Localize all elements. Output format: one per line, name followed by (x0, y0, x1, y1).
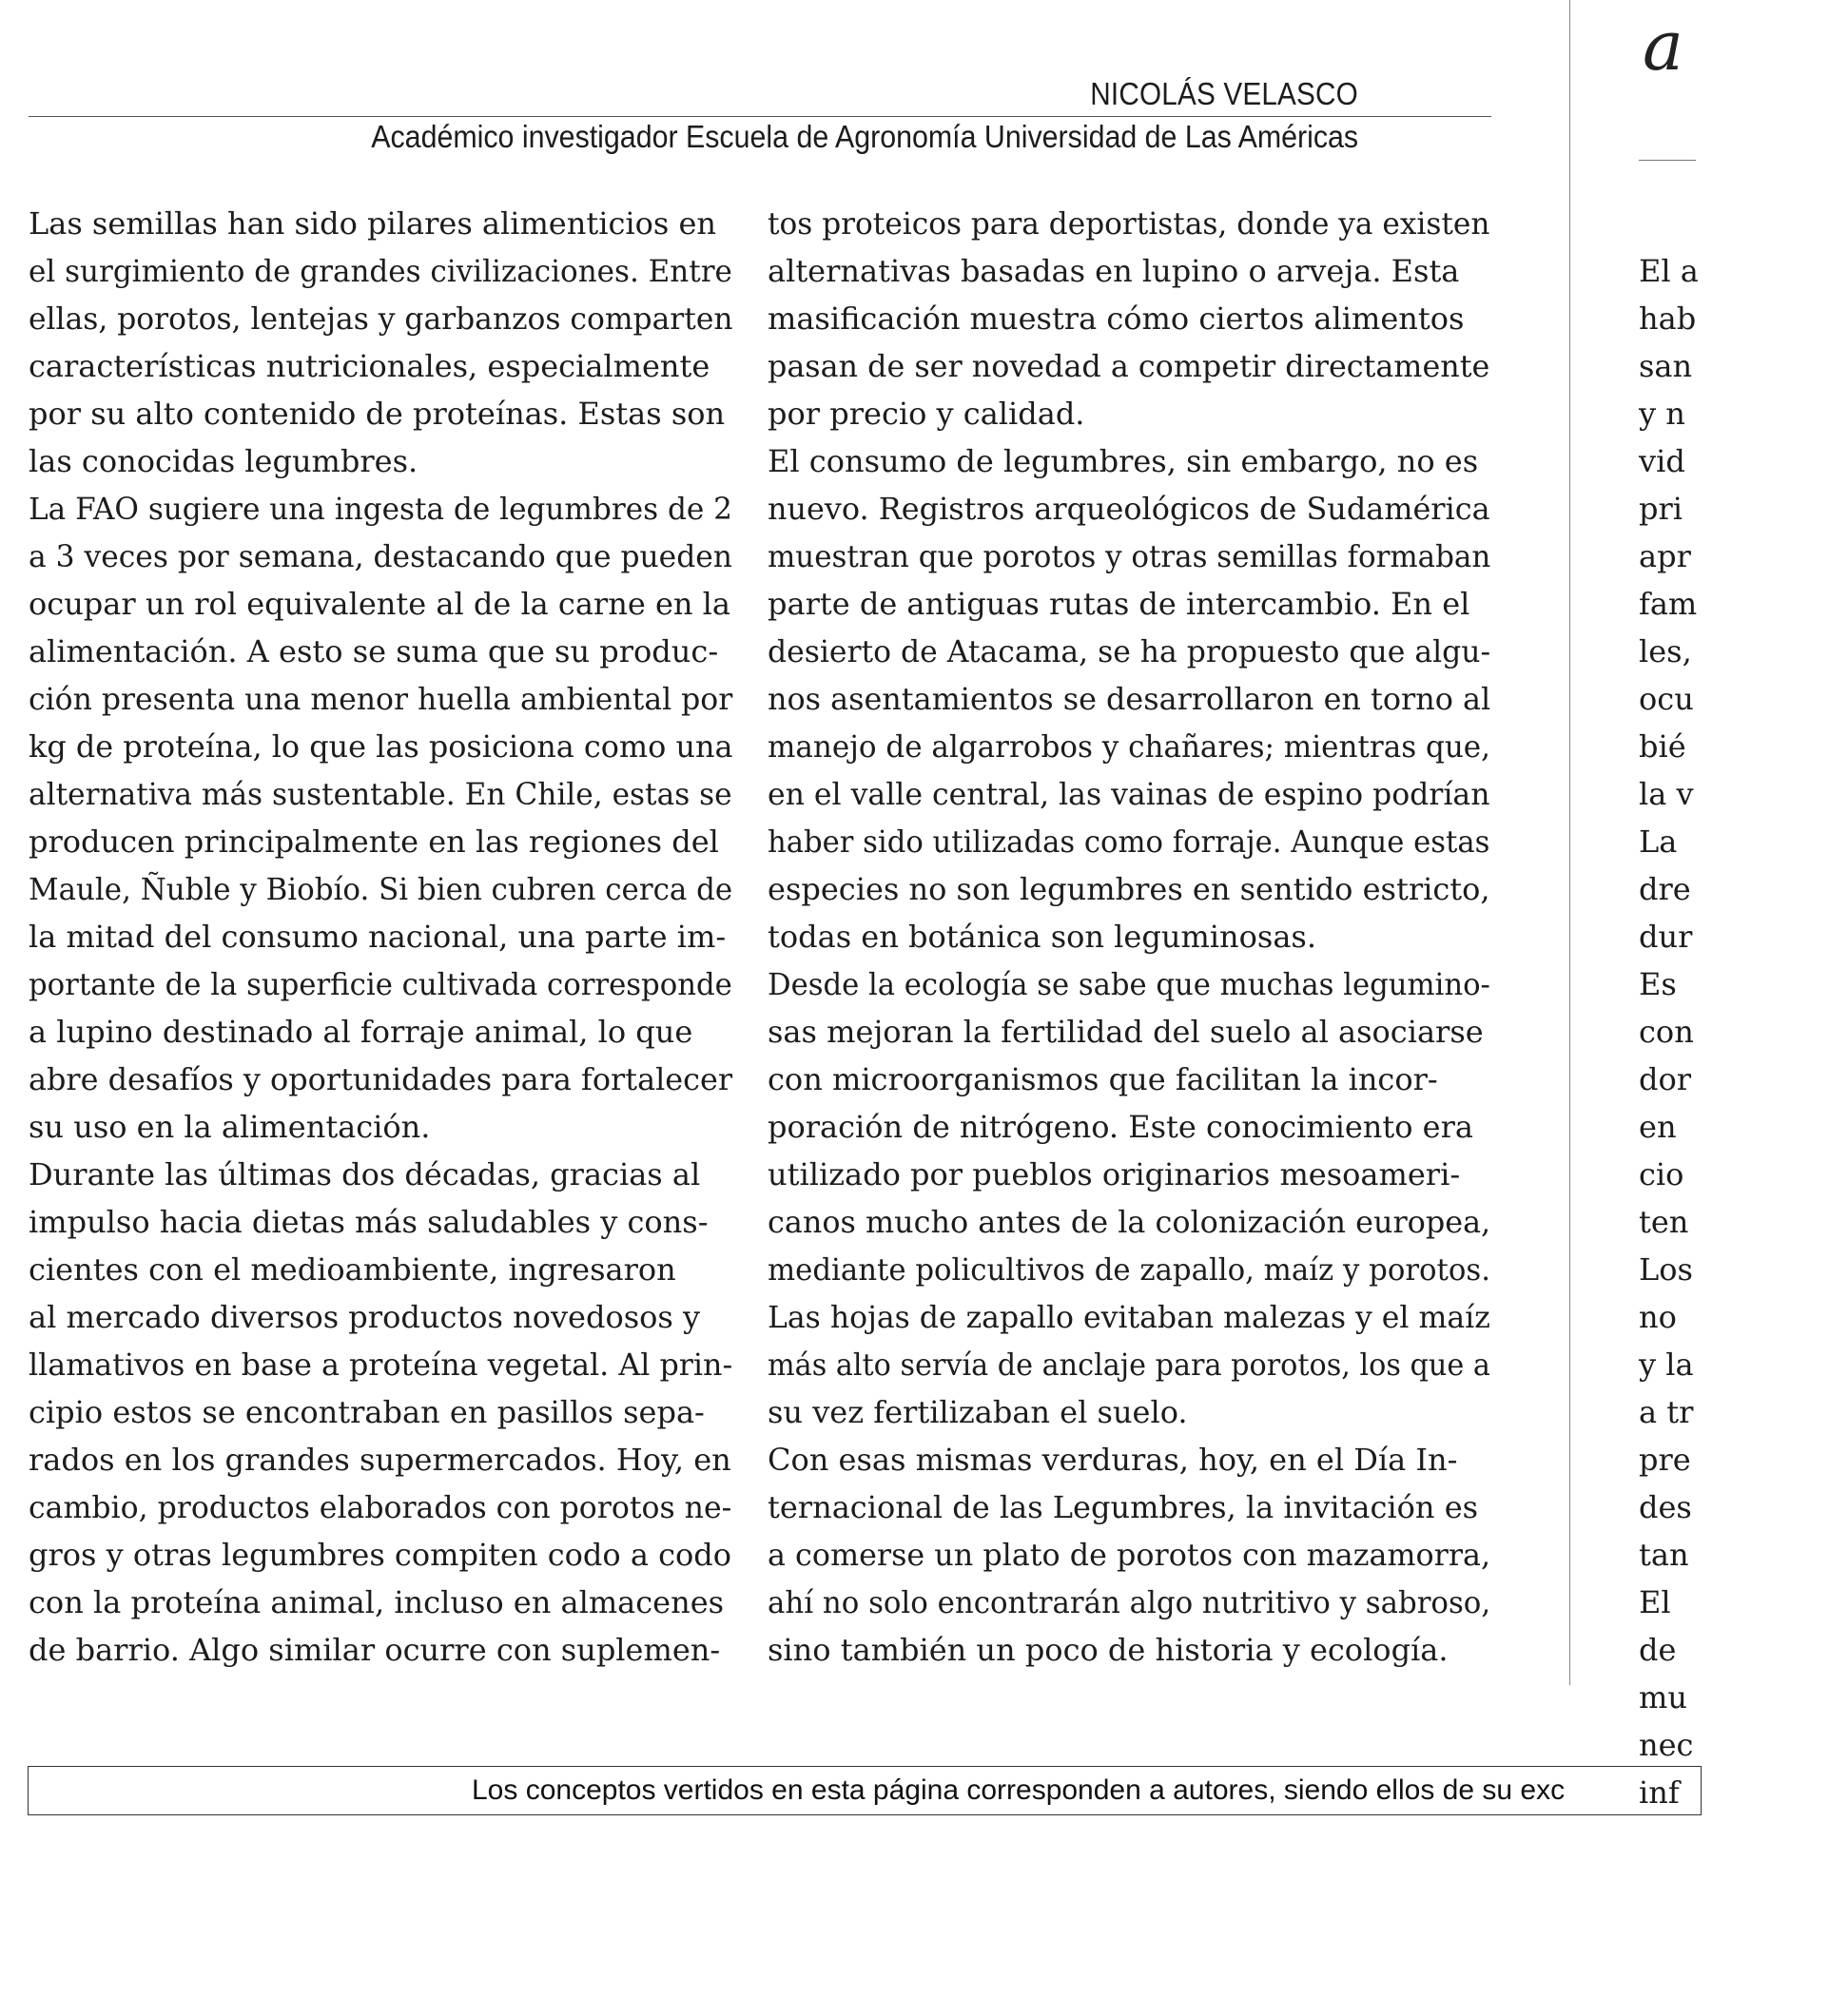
headline-fragment (476, 0, 761, 10)
article-line: nos asentamientos se desarrollaron en torno al (768, 681, 1491, 717)
article-line: utilizado por pueblos originarios mesoameri- (768, 1156, 1461, 1192)
article-line: La (1639, 824, 1678, 860)
article-line: Desde la ecología se sabe que muchas legumino- (768, 966, 1490, 1002)
article-line: tan (1639, 1537, 1689, 1573)
author-name: NICOLÁS VELASCO (1090, 76, 1358, 111)
adjacent-article-column (1639, 200, 1829, 1816)
article-line: alternativas basadas en lupino o arveja. Esta (768, 253, 1460, 289)
adjacent-article-heading-fragment: a (1643, 6, 1683, 86)
article-line: ternacional de las Legumbres, la invitación es (768, 1489, 1479, 1525)
article-line: ocupar un rol equivalente al de la carne en la (29, 586, 730, 622)
article-line: alimentación. A esto se suma que su produc- (29, 633, 719, 669)
article-line: mediante policultivos de zapallo, maíz y porotos. (768, 1251, 1490, 1288)
article-line: vid (1639, 443, 1685, 479)
article-line: mu (1639, 1679, 1687, 1716)
article-line: especies no son legumbres en sentido estricto, (768, 871, 1490, 907)
article-line: cipio estos se encontraban en pasillos sepa- (29, 1394, 705, 1430)
article-line: características nutricionales, especialmente (29, 348, 710, 384)
column-divider (1569, 0, 1570, 1685)
byline-rule (29, 116, 1491, 117)
article-line: inf (1639, 1774, 1680, 1811)
article-line: Durante las últimas dos décadas, gracias al (29, 1156, 701, 1192)
disclaimer-box (28, 1766, 1702, 1815)
article-line: ocu (1639, 681, 1694, 717)
article-line: por precio y calidad. (768, 396, 1085, 432)
article-line: el surgimiento de grandes civilizaciones. Entre (29, 253, 732, 289)
article-line: al mercado diversos productos novedosos y (29, 1299, 701, 1335)
article-line: a comerse un plato de porotos con mazamorra, (768, 1537, 1491, 1573)
article-line: en el valle central, las vainas de espino podrían (768, 776, 1490, 812)
author-role: Académico investigador Escuela de Agronomía Universidad de Las Américas (371, 119, 1358, 154)
article-line: y la (1639, 1347, 1694, 1383)
article-line: des (1639, 1489, 1692, 1525)
article-line: con microorganismos que facilitan la incor- (768, 1061, 1438, 1097)
article-line: la v (1639, 776, 1694, 812)
article-line: El (1639, 1584, 1671, 1620)
article-line: llamativos en base a proteína vegetal. Al prin- (29, 1347, 733, 1383)
article-line: Con esas mismas verduras, hoy, en el Día In- (768, 1442, 1458, 1478)
article-line: dor (1639, 1061, 1692, 1097)
article-line: impulso hacia dietas más saludables y cons- (29, 1204, 709, 1240)
article-line: apr (1639, 538, 1691, 574)
article-line: sino también un poco de historia y ecología. (768, 1632, 1449, 1668)
article-line: nuevo. Registros arqueológicos de Sudamérica (768, 491, 1490, 527)
article-line: El a (1639, 253, 1699, 289)
disclaimer-text: Los conceptos vertidos en esta página corresponden a autores, siendo ellos de su exc (472, 1774, 1566, 1806)
article-line: de barrio. Algo similar ocurre con suplemen- (29, 1632, 721, 1668)
article-line: La FAO sugiere una ingesta de legumbres de 2 (29, 491, 732, 527)
article-line: parte de antiguas rutas de intercambio. En el (768, 586, 1470, 622)
article-line: nec (1639, 1727, 1694, 1763)
article-line: Maule, Ñuble y Biobío. Si bien cubren cerca de (29, 871, 733, 907)
article-line: por su alto contenido de proteínas. Estas son (29, 396, 726, 432)
article-line: alternativa más sustentable. En Chile, estas se (29, 776, 732, 812)
article-line: la mitad del consumo nacional, una parte im- (29, 919, 727, 955)
article-line: les, (1639, 633, 1692, 669)
article-line: abre desafíos y oportunidades para fortalecer (29, 1061, 733, 1097)
article-line: hab (1639, 300, 1697, 337)
article-line: rados en los grandes supermercados. Hoy, en (29, 1442, 731, 1478)
article-line: ahí no solo encontrarán algo nutritivo y sabroso, (768, 1584, 1491, 1620)
article-line: no (1639, 1299, 1677, 1335)
article-line: ten (1639, 1204, 1689, 1240)
article-line: El consumo de legumbres, sin embargo, no es (768, 443, 1479, 479)
article-line: bié (1639, 728, 1686, 765)
article-line: las conocidas legumbres. (29, 443, 418, 479)
adjacent-article-rule (1639, 160, 1696, 161)
article-line: Es (1639, 966, 1677, 1002)
article-line: dre (1639, 871, 1691, 907)
article-column-1 (29, 200, 732, 1674)
article-line: cio (1639, 1156, 1684, 1192)
article-line: portante de la superficie cultivada corresponde (29, 966, 732, 1002)
article-line: poración de nitrógeno. Este conocimiento era (768, 1109, 1473, 1145)
article-line: de (1639, 1632, 1677, 1668)
article-line: y n (1639, 396, 1685, 432)
article-line: kg de proteína, lo que las posiciona como una (29, 728, 733, 765)
article-line: cambio, productos elaborados con porotos ne- (29, 1489, 732, 1525)
article-line: dur (1639, 919, 1693, 955)
article-line: Las semillas han sido pilares alimenticios en (29, 205, 716, 242)
article-line: en (1639, 1109, 1677, 1145)
article-line: más alto servía de anclaje para porotos, los que a (768, 1347, 1490, 1383)
article-line: pasan de ser novedad a competir directamente (768, 348, 1490, 384)
article-line: muestran que porotos y otras semillas formaban (768, 538, 1491, 574)
article-line: su vez fertilizaban el suelo. (768, 1394, 1188, 1430)
article-line: desierto de Atacama, se ha propuesto que algu- (768, 633, 1491, 669)
article-line: masificación muestra cómo ciertos alimentos (768, 300, 1465, 337)
article-line: san (1639, 348, 1693, 384)
article-line: todas en botánica son leguminosas. (768, 919, 1316, 955)
article-line: ellas, porotos, lentejas y garbanzos comparten (29, 300, 733, 337)
article-line: tos proteicos para deportistas, donde ya existen (768, 205, 1490, 242)
article-line: cientes con el medioambiente, ingresaron (29, 1251, 676, 1288)
article-column-2 (768, 200, 1490, 1674)
article-line: canos mucho antes de la colonización europea, (768, 1204, 1491, 1240)
article-line: ción presenta una menor huella ambiental por (29, 681, 733, 717)
article-line (1639, 200, 1829, 247)
article-line: con (1639, 1014, 1694, 1050)
article-line: manejo de algarrobos y chañares; mientras que, (768, 728, 1490, 765)
article-line: pre (1639, 1442, 1691, 1478)
article-line: Las hojas de zapallo evitaban malezas y el maíz (768, 1299, 1490, 1335)
article-line: gros y otras legumbres compiten codo a codo (29, 1537, 732, 1573)
article-line: a 3 veces por semana, destacando que pueden (29, 538, 732, 574)
article-line: con la proteína animal, incluso en almacenes (29, 1584, 725, 1620)
article-line: pri (1639, 491, 1683, 527)
article-line: producen principalmente en las regiones del (29, 824, 719, 860)
article-line: haber sido utilizadas como forraje. Aunque estas (768, 824, 1490, 860)
article-line: a tr (1639, 1394, 1694, 1430)
article-line: sas mejoran la fertilidad del suelo al asociarse (768, 1014, 1484, 1050)
article-line: Los (1639, 1251, 1693, 1288)
adjacent-article-column-clip (1639, 200, 1699, 1811)
article-line: fam (1639, 586, 1698, 622)
article-line: a lupino destinado al forraje animal, lo que (29, 1014, 693, 1050)
article-line: su uso en la alimentación. (29, 1109, 431, 1145)
